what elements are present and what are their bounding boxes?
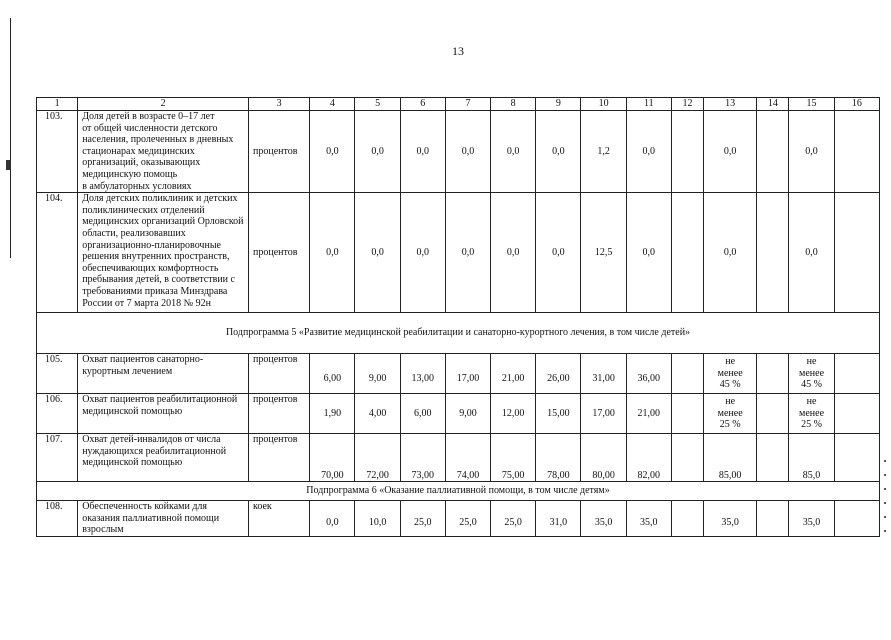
column-number-11: 11: [626, 98, 671, 111]
value-cell-col-16: [834, 501, 879, 537]
value-cell-col-8: 12,00: [491, 394, 536, 434]
value-cell-col-7: 0,0: [445, 193, 490, 313]
value-cell-col-5: 9,00: [355, 354, 400, 394]
unit-cell: процентов: [248, 394, 309, 434]
row-number: 103.: [37, 111, 78, 193]
value-cell-col-4: 1,90: [310, 394, 355, 434]
value-cell-col-6: 0,0: [400, 111, 445, 193]
indicator-name: Охват пациентов санаторно-курортным лечением: [78, 354, 249, 394]
value-cell-col-7: 17,00: [445, 354, 490, 394]
value-cell-col-10: 80,00: [581, 434, 626, 482]
value-cell-col-11: 36,00: [626, 354, 671, 394]
value-cell-col-12: [671, 501, 703, 537]
row-number: 105.: [37, 354, 78, 394]
column-number-8: 8: [491, 98, 536, 111]
value-cell-col-13: не менее 45 %: [704, 354, 757, 394]
value-cell-col-8: 75,00: [491, 434, 536, 482]
value-cell-col-15: не менее 45 %: [789, 354, 834, 394]
value-cell-col-7: 9,00: [445, 394, 490, 434]
indicator-name: Обеспеченность койками для оказания паллиативной помощи взрослым: [78, 501, 249, 537]
subprogram-title: Подпрограмма 5 «Развитие медицинской реабилитации и санаторно-курортного лечения, в том числе детей»: [37, 313, 880, 354]
value-cell-col-11: 0,0: [626, 193, 671, 313]
value-cell-col-4: 0,0: [310, 193, 355, 313]
value-cell-col-7: 74,00: [445, 434, 490, 482]
value-cell-col-8: 0,0: [491, 193, 536, 313]
value-cell-col-11: 35,0: [626, 501, 671, 537]
column-number-13: 13: [704, 98, 757, 111]
column-number-4: 4: [310, 98, 355, 111]
subprogram-row: [37, 313, 880, 354]
value-cell-col-15: 35,0: [789, 501, 834, 537]
value-cell-col-4: 0,0: [310, 111, 355, 193]
value-cell-col-13: 85,00: [704, 434, 757, 482]
value-cell-col-5: 0,0: [355, 111, 400, 193]
value-cell-col-5: 0,0: [355, 193, 400, 313]
column-number-9: 9: [536, 98, 581, 111]
value-cell-col-14: [757, 193, 789, 313]
value-cell-col-15: не менее 25 %: [789, 394, 834, 434]
unit-cell: процентов: [248, 354, 309, 394]
subprogram-title: Подпрограмма 6 «Оказание паллиативной помощи, в том числе детям»: [37, 482, 880, 501]
value-cell-col-7: 25,0: [445, 501, 490, 537]
value-cell-col-13: не менее 25 %: [704, 394, 757, 434]
row-number: 108.: [37, 501, 78, 537]
unit-cell: коек: [248, 501, 309, 537]
value-cell-col-10: 35,0: [581, 501, 626, 537]
value-cell-col-16: [834, 354, 879, 394]
column-number-2: 2: [78, 98, 249, 111]
value-cell-col-8: 21,00: [491, 354, 536, 394]
value-cell-col-5: 4,00: [355, 394, 400, 434]
value-cell-col-12: [671, 434, 703, 482]
value-cell-col-8: 0,0: [491, 111, 536, 193]
value-cell-col-9: 0,0: [536, 111, 581, 193]
value-cell-col-9: 0,0: [536, 193, 581, 313]
indicator-row: [37, 434, 880, 482]
subprogram-row: [37, 482, 880, 501]
value-cell-col-7: 0,0: [445, 111, 490, 193]
value-cell-col-13: 0,0: [704, 193, 757, 313]
row-number: 106.: [37, 394, 78, 434]
row-number: 107.: [37, 434, 78, 482]
value-cell-col-10: 17,00: [581, 394, 626, 434]
value-cell-col-8: 25,0: [491, 501, 536, 537]
indicator-row: [37, 394, 880, 434]
indicator-row: [37, 354, 880, 394]
value-cell-col-14: [757, 434, 789, 482]
value-cell-col-10: 1,2: [581, 111, 626, 193]
value-cell-col-12: [671, 111, 703, 193]
column-number-15: 15: [789, 98, 834, 111]
page-number: 13: [452, 44, 464, 58]
value-cell-col-14: [757, 501, 789, 537]
value-cell-col-5: 72,00: [355, 434, 400, 482]
indicator-row: [37, 501, 880, 537]
value-cell-col-11: 21,00: [626, 394, 671, 434]
indicators-table: [36, 97, 880, 537]
value-cell-col-13: 0,0: [704, 111, 757, 193]
indicator-row: [37, 193, 880, 313]
value-cell-col-9: 78,00: [536, 434, 581, 482]
column-number-3: 3: [248, 98, 309, 111]
indicator-name: Доля детей в возрасте 0–17 лет от общей численности детского населения, пролеченных в дневных стационарах медицинских организаций, оказывающих медицинскую помощь в амбулаторных условиях: [78, 111, 249, 193]
value-cell-col-4: 6,00: [310, 354, 355, 394]
binder-mark: [6, 160, 11, 170]
value-cell-col-6: 73,00: [400, 434, 445, 482]
value-cell-col-14: [757, 354, 789, 394]
indicator-name: Доля детских поликлиник и детских поликлинических отделений медицинских организаций Орловской области, реализовавших организационно-планировочные решения внутренних пространств, обеспечивающих комфортность пребывания детей, в соответствии с требованиями приказа Минздрава России от 7 марта 2018 № 92н: [78, 193, 249, 313]
column-number-12: 12: [671, 98, 703, 111]
column-number-1: 1: [37, 98, 78, 111]
value-cell-col-16: [834, 394, 879, 434]
value-cell-col-5: 10,0: [355, 501, 400, 537]
indicator-row: [37, 111, 880, 193]
unit-cell: процентов: [248, 434, 309, 482]
column-number-6: 6: [400, 98, 445, 111]
value-cell-col-6: 6,00: [400, 394, 445, 434]
value-cell-col-6: 25,0: [400, 501, 445, 537]
value-cell-col-15: 0,0: [789, 111, 834, 193]
indicator-name: Охват пациентов реабилитационной медицинской помощью: [78, 394, 249, 434]
value-cell-col-14: [757, 394, 789, 434]
value-cell-col-11: 82,00: [626, 434, 671, 482]
value-cell-col-9: 31,0: [536, 501, 581, 537]
indicator-name: Охват детей-инвалидов от числа нуждающихся реабилитационной медицинской помощью: [78, 434, 249, 482]
value-cell-col-4: 70,00: [310, 434, 355, 482]
value-cell-col-12: [671, 394, 703, 434]
column-number-14: 14: [757, 98, 789, 111]
value-cell-col-9: 26,00: [536, 354, 581, 394]
row-number: 104.: [37, 193, 78, 313]
value-cell-col-16: [834, 111, 879, 193]
column-number-16: 16: [834, 98, 879, 111]
value-cell-col-6: 13,00: [400, 354, 445, 394]
value-cell-col-12: [671, 354, 703, 394]
unit-cell: процентов: [248, 193, 309, 313]
value-cell-col-15: 85,0: [789, 434, 834, 482]
value-cell-col-15: 0,0: [789, 193, 834, 313]
value-cell-col-13: 35,0: [704, 501, 757, 537]
left-margin-rule: [10, 18, 11, 258]
value-cell-col-16: [834, 193, 879, 313]
value-cell-col-10: 12,5: [581, 193, 626, 313]
column-number-10: 10: [581, 98, 626, 111]
column-number-5: 5: [355, 98, 400, 111]
column-number-row: [37, 98, 880, 111]
value-cell-col-10: 31,00: [581, 354, 626, 394]
value-cell-col-6: 0,0: [400, 193, 445, 313]
column-number-7: 7: [445, 98, 490, 111]
value-cell-col-12: [671, 193, 703, 313]
unit-cell: процентов: [248, 111, 309, 193]
value-cell-col-16: [834, 434, 879, 482]
value-cell-col-11: 0,0: [626, 111, 671, 193]
value-cell-col-4: 0,0: [310, 501, 355, 537]
value-cell-col-9: 15,00: [536, 394, 581, 434]
value-cell-col-14: [757, 111, 789, 193]
scan-edge-marks: [884, 460, 886, 540]
